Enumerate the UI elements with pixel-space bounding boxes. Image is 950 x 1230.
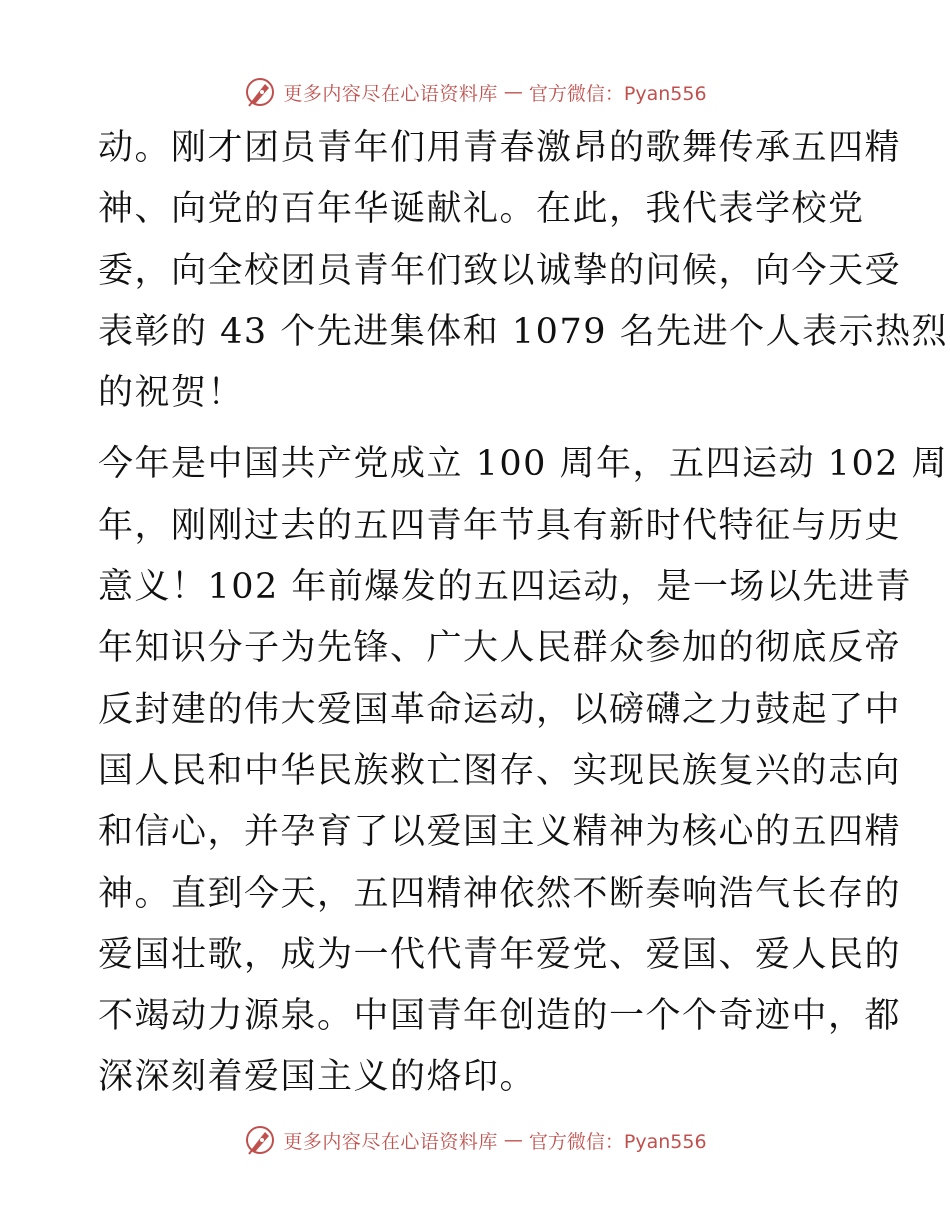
text-line: 年知识分子为先锋、广大人民群众参加的彻底反帝 bbox=[98, 628, 902, 669]
watermark-dash: — bbox=[503, 81, 523, 103]
document-body bbox=[98, 118, 949, 1109]
text-line: 委，向全校团员青年们致以诚挚的问候，向今天受 bbox=[98, 250, 902, 291]
paragraph-1 bbox=[98, 118, 949, 424]
text-line: 国人民和中华民族救亡图存、实现民族复兴的志向 bbox=[98, 750, 902, 791]
pen-nib-logo-icon bbox=[243, 1123, 277, 1157]
paragraph-spacer bbox=[98, 424, 858, 434]
paragraph-2 bbox=[98, 434, 949, 1108]
text-line: 爱国壮歌，成为一代代青年爱党、爱国、爱人民的 bbox=[98, 934, 902, 975]
watermark-wechat: 官方微信：Pyan556 bbox=[528, 82, 707, 105]
text-line: 深深刻着爱国主义的烙印。 bbox=[98, 1057, 537, 1098]
watermark-text: 更多内容尽在心语资料库 bbox=[283, 82, 498, 105]
text-line: 今年是中国共产党成立 100 周年，五四运动 102 周 bbox=[98, 444, 949, 485]
watermark-text: 更多内容尽在心语资料库 bbox=[283, 1130, 498, 1153]
watermark-dash: — bbox=[503, 1129, 523, 1151]
footer-watermark bbox=[0, 1120, 950, 1160]
text-line: 神。直到今天，五四精神依然不断奏响浩气长存的 bbox=[98, 873, 902, 914]
text-line: 神、向党的百年华诞献礼。在此，我代表学校党 bbox=[98, 189, 865, 230]
watermark-wechat: 官方微信：Pyan556 bbox=[528, 1130, 707, 1153]
text-line: 和信心，并孕育了以爱国主义精神为核心的五四精 bbox=[98, 812, 902, 853]
text-line: 不竭动力源泉。中国青年创造的一个个奇迹中，都 bbox=[98, 996, 902, 1037]
text-line: 表彰的 43 个先进集体和 1079 名先进个人表示热烈 bbox=[98, 311, 949, 352]
text-line: 的祝贺！ bbox=[98, 373, 245, 414]
text-line: 意义！102 年前爆发的五四运动，是一场以先进青 bbox=[98, 567, 912, 608]
text-line: 动。刚才团员青年们用青春激昂的歌舞传承五四精 bbox=[98, 128, 902, 168]
text-line: 反封建的伟大爱国革命运动，以磅礴之力鼓起了中 bbox=[98, 689, 902, 730]
header-watermark bbox=[0, 72, 950, 112]
pen-nib-logo-icon bbox=[243, 75, 277, 109]
text-line: 年，刚刚过去的五四青年节具有新时代特征与历史 bbox=[98, 505, 902, 546]
